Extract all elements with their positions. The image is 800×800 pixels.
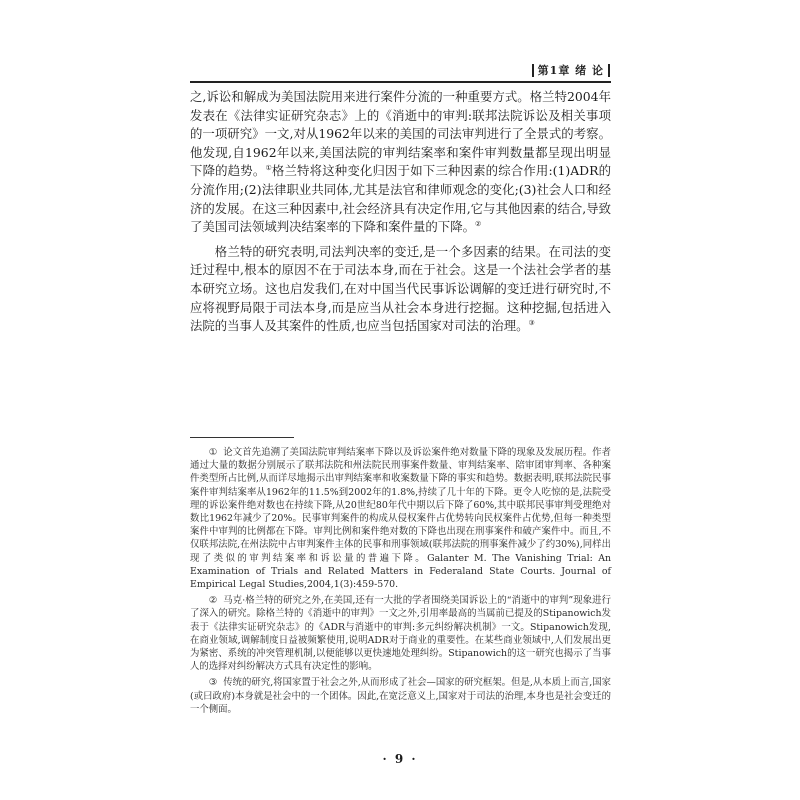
main-text <box>190 88 611 336</box>
chapter-title: 第1章 绪 论 <box>537 64 604 77</box>
footnote-ref-1[interactable]: ① <box>265 164 272 173</box>
footnotes <box>190 446 611 719</box>
footnote-1 <box>190 446 611 591</box>
footnote-mark-3: ③ <box>208 677 218 689</box>
footnote-text-1: 论文首先追溯了美国法院审判结案率下降以及诉讼案件绝对数量下降的现象及发展历程。作者通过大量的数据分别展示了联邦法院和州法院民刑事案件数量、审判结案率、陪审团审判率、各种案件类型所占比例,从而详尽地揭示出审判结案率和收案数量下降的事实和趋势。数据表明,联邦法院民事案件审判结案率从1962年的11.5%到2002年的1.8%,持续了几十年的下降。更令人吃惊的是,法院受理的诉讼案件绝对数也在持续下降,从20世纪80年代中期以后下降了60%,其中联邦民事审判受理绝对数比1962年减少了20%。民事审判案件的构成从侵权案件占优势转向民权案件占优势,但每一种类型案件中审判的比例都在下降。审判比例和案件绝对数的下降也出现在刑事案件和破产案件中。而且,不仅联邦法院,在州法院中占审判案件主体的民事和刑事领域(联邦法院的刑事案件减少了约30%),同样出现了类似的审判结案率和诉讼量的普遍下降。Galanter M. The Vanishing Trial: An Examination of Trials and Related Matters in Federaland State Courts. Journal of Empirical Legal Studies,2004,1(3):459-570. <box>190 447 611 591</box>
paragraph-1-continued: 格兰特将这种变化归因于如下三种因素的综合作用:(1)ADR的分流作用;(2)法律职业共同体,尤其是法官和律师观念的变化;(3)社会人口和经济的发展。在这三种因素中,社会经济具有决定作用,它与其他因素的结合,导致了美国司法领域判决结案率的下降和案件量的下降。 <box>190 163 612 235</box>
footnote-mark-2: ② <box>208 595 218 607</box>
paragraph-1 <box>190 88 611 237</box>
header-right-bar <box>608 64 610 77</box>
footnote-mark-1: ① <box>208 447 218 458</box>
footnote-text-3: 传统的研究,将国家置于社会之外,从而形成了社会—国家的研究框架。但是,从本质上而言,国家(或曰政府)本身就是社会中的一个团体。因此,在宽泛意义上,国家对于司法的治理,本身也是社会变迁的一个侧面。 <box>190 677 611 715</box>
footnote-3 <box>190 676 611 716</box>
paragraph-2-text: 格兰特的研究表明,司法判决率的变迁,是一个多因素的结果。在司法的变迁过程中,根本的原因不在于司法本身,而在于社会。这是一个法社会学者的基本研究立场。这也启发我们,在对中国当代民事诉讼调解的变迁进行研究时,不应将视野局限于司法本身,而是应当从社会本身进行挖掘。这种挖掘,包括进入法院的当事人及其案件的性质,也应当包括国家对司法的治理。 <box>190 243 611 334</box>
footnote-ref-3[interactable]: ③ <box>528 319 535 328</box>
footnote-text-2: 马克·格兰特的研究之外,在美国,还有一大批的学者围绕美国诉讼上的“消逝中的审判”现象进行了深入的研究。除格兰特的《消逝中的审判》一文之外,引用率最高的当属前已提及的Stipanowich发表于《法律实证研究杂志》的《ADR与消逝中的审判:多元纠纷解决机制》一文。Stipanowich发现,在商业领域,调解制度日益被频繁使用,说明ADR对于商业的重要性。在某些商业领域中,人们发展出更为紧密、系统的冲突管理机制,以便能够以更快速地处理纠纷。Stipanowich的这一研究也揭示了当事人的选择对纠纷解决方式具有决定性的影响。 <box>190 595 612 673</box>
paragraph-2 <box>190 243 611 336</box>
page-number: · 9 · <box>382 752 418 766</box>
paragraph-1-text: 之,诉讼和解成为美国法院用来进行案件分流的一种重要方式。格兰特2004年发表在《法律实证研究杂志》上的《消逝中的审判:联邦法院诉讼及相关事项的一项研究》一文,对从1962年以来的美国的司法审判进行了全景式的考察。他发现,自1962年以来,美国法院的审判结案率和案件审判数量都呈现出明显下降的趋势。 <box>190 89 611 179</box>
footnote-2 <box>190 594 611 673</box>
footnote-separator <box>190 437 294 438</box>
chapter-header <box>532 62 610 78</box>
footnote-ref-2[interactable]: ② <box>474 220 482 229</box>
header-rule <box>190 81 611 83</box>
